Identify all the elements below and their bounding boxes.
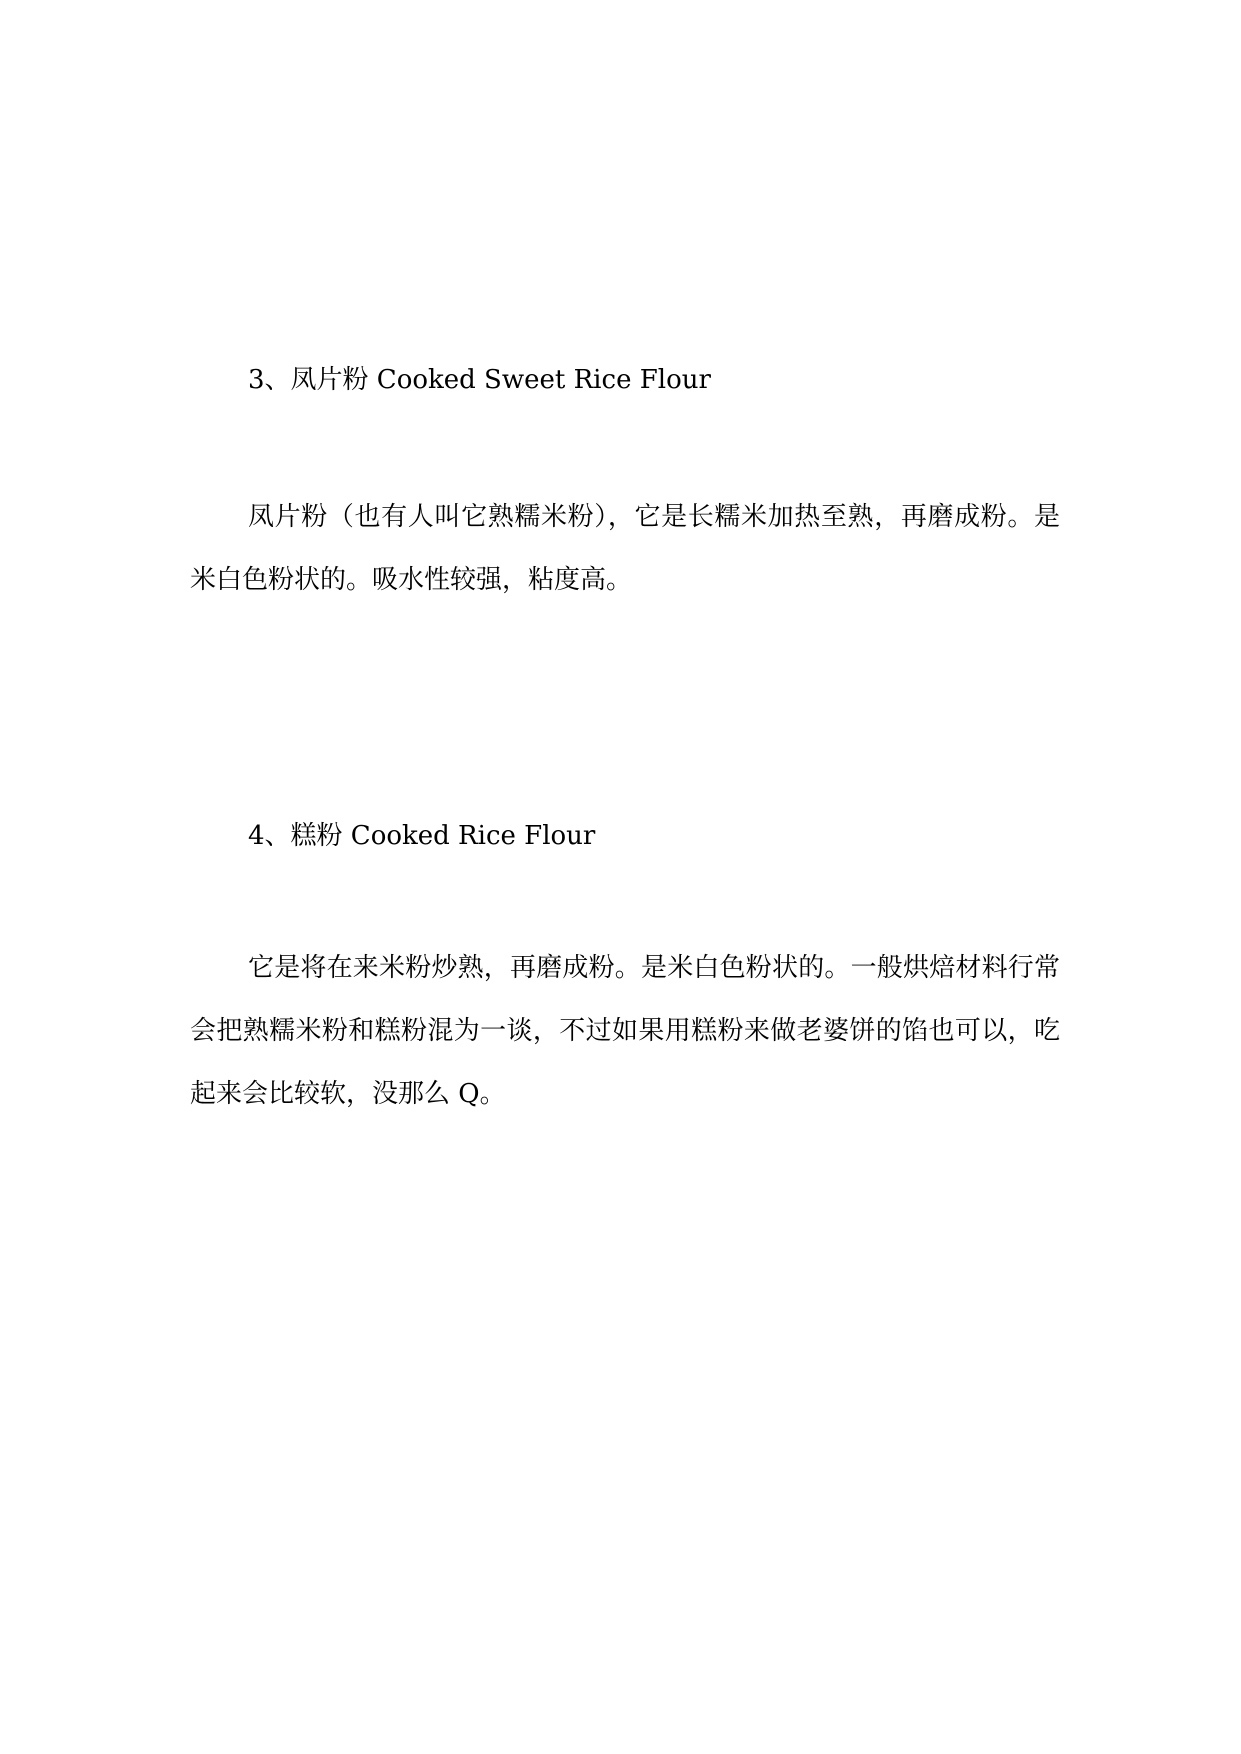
section-paragraph-cooked-sweet-rice-flour: 凤片粉（也有人叫它熟糯米粉），它是长糯米加热至熟，再磨成粉。是米白色粉状的。吸水性较强，粘度高。 — [190, 502, 1060, 595]
section-paragraph-cooked-rice-flour: 它是将在来米粉炒熟，再磨成粉。是米白色粉状的。一般烘焙材料行常会把熟糯米粉和糕粉混为一谈，不过如果用糕粉来做老婆饼的馅也可以，吃起来会比较软，没那么 Q。 — [190, 953, 1060, 1109]
section-heading-cooked-sweet-rice-flour: 3、凤片粉 Cooked Sweet Rice Flour — [248, 365, 711, 395]
section-heading-cooked-rice-flour: 4、糕粉 Cooked Rice Flour — [248, 821, 596, 851]
